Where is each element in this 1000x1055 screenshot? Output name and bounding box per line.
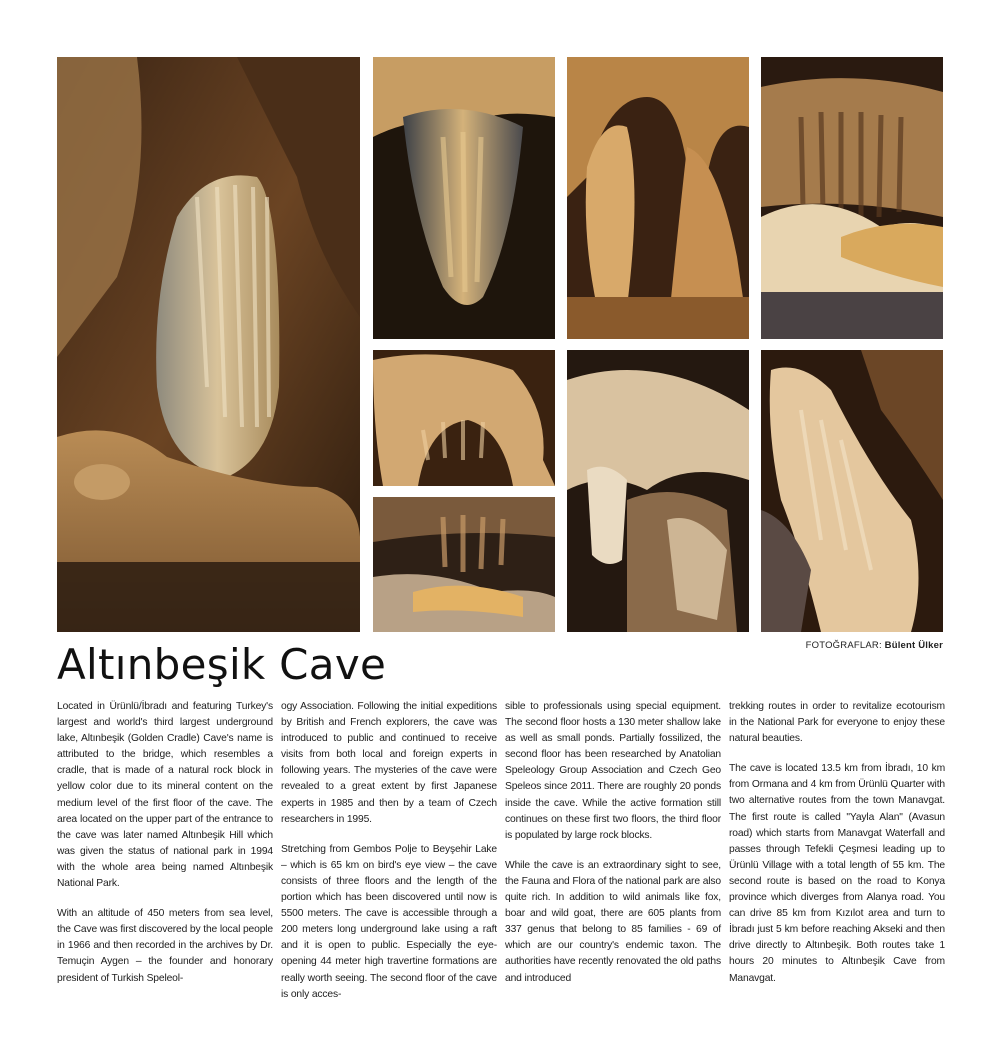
- photo-cave-hanging-formation: [373, 57, 555, 339]
- paragraph: trekking routes in order to revitalize ecotourism in the National Park for everyone to enjoy these natural beauties.: [729, 701, 945, 745]
- text-column-4: [729, 699, 945, 1019]
- paragraph: With an altitude of 450 meters from sea level, the Cave was first discovered by the local people in 1966 and then recorded in the archives by Dr. Temuçin Aygen – the founder and honorary president of Turkish Speleol-: [57, 908, 273, 984]
- text-column-3: [505, 699, 721, 1019]
- photo-cave-white-flowstone: [567, 350, 749, 632]
- article-title: Altınbeşik Cave: [57, 640, 387, 689]
- paragraph: ogy Association. Following the initial expeditions by British and French explorers, the cave was introduced to public and continued to receive visits from both local and foreign experts in following years. The mysteries of the cave were revealed to a great extent by first Japanese experts in 1985 and then by a team of Czech researchers in 1995.: [281, 701, 497, 825]
- text-column-2: [281, 699, 497, 1019]
- photo-cave-column-arch: [567, 57, 749, 339]
- paragraph: Stretching from Gembos Polje to Beyşehir Lake – which is 65 km on bird's eye view – the cave consists of three floors and the length of the portion which has been discovered until now is 5500 meters. The cave is accessible through a 200 meters long underground lake using a raft and it is open to public. Especially the eye-opening 44 meter high travertine formations are really worth seeing. The second floor of the cave is only acces-: [281, 843, 497, 1000]
- text-column-1: [57, 699, 273, 1019]
- photo-cave-stalagmite: [761, 350, 943, 632]
- photo-cave-curtain-formation: [761, 57, 943, 339]
- photo-cave-main-column: [57, 57, 360, 632]
- photo-credit-label: FOTOĞRAFLAR:: [805, 640, 882, 651]
- paragraph: The cave is located 13.5 km from İbradı, 10 km from Ormana and 4 km from Ürünlü Quarter with two alternative routes from the town Manavgat. The first route is called "Yayla Alan" (Avasun road) which starts from Manavgat Waterfall and passes through Tefekli Çeşmesi leading up to Ürünlü Village with a total length of 55 km. The second route is based on the road to Konya province which diverges from Alanya road. You can drive 85 km from Kızılot area and turn to İbradı just 5 km before reaching Akseki and then drive directly to Altınbeşik. Both routes take 1 hours 20 minutes to Altınbeşik Cave from Manavgat.: [729, 763, 945, 984]
- photo-credit: [806, 640, 943, 651]
- photo-credit-name: Bülent Ülker: [884, 640, 943, 651]
- paragraph: While the cave is an extraordinary sight to see, the Fauna and Flora of the national park are also quite rich. In addition to wild animals like fox, boar and wild goat, there are 605 plants from 337 genus that belong to 85 families - 69 of which are our country's endemic taxon. The authorities have recently renovated the old paths and introduced: [505, 859, 721, 984]
- photo-cave-draperies: [373, 497, 555, 632]
- article-body: [57, 699, 945, 1019]
- paragraph: sible to professionals using special equipment. The second floor hosts a 130 meter shallow lake as well as small ponds. Partially fossilized, the second floor has been researched by Anatolian Speleology Group Association and Czech Geo Speleos since 2011. There are roughly 20 ponds inside the cave. While the active formation still continues on these first two floors, the third floor is populated by large rock blocks.: [505, 701, 721, 841]
- photo-cave-flowstone-dome: [373, 350, 555, 486]
- paragraph: Located in Ürünlü/İbradı and featuring Turkey's largest and world's third largest underground lake, Altınbeşik (Golden Cradle) Cave's name is attributed to the bridge, which resembles a cradle, that is made of a natural rock block in yellow color due to its mineral content on the medium level of the first floor of the cave. The area located on the upper part of the entrance to the cave was later named Altınbeşik Hill which was given the status of national park in 1994 with the whole area being named Altınbeşik National Park.: [57, 701, 273, 890]
